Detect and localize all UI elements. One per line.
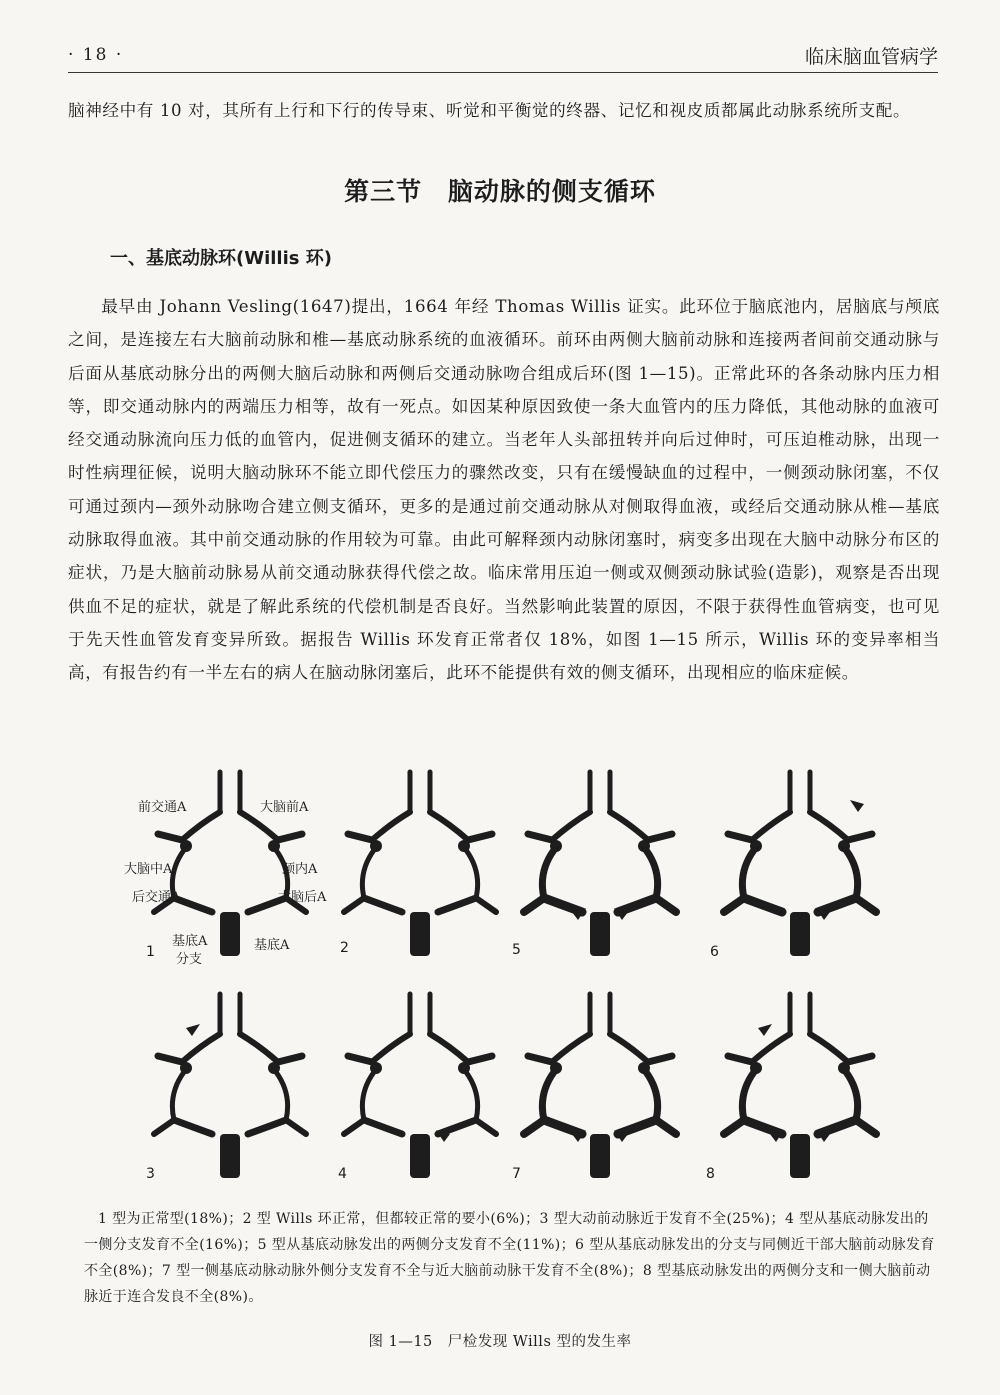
willis-variants-diagram [110, 762, 930, 1202]
pca-vessel [744, 1120, 856, 1134]
aca-vessel [410, 772, 430, 812]
label-mca: 大脑中A [124, 862, 173, 877]
mca-vessel [348, 834, 492, 840]
willis-circle-figure [110, 762, 930, 1202]
basilar-trunk [220, 912, 240, 956]
pca-lateral [724, 1120, 876, 1134]
pcom-vessel [742, 1072, 857, 1120]
basilar-trunk [790, 1134, 810, 1178]
willis-panel [724, 772, 876, 956]
anterior-arch [372, 1034, 468, 1062]
paragraph-intro: 脑神经中有 10 对，其所有上行和下行的传导束、听觉和平衡觉的终器、记忆和视皮质都属此动脉系统所支配。 [68, 101, 911, 120]
panel-number: 3 [146, 1166, 155, 1182]
panel-number: 4 [338, 1166, 347, 1182]
mca-vessel [158, 834, 302, 840]
pca-vessel [174, 898, 286, 912]
variant-arrow-icon [758, 1024, 772, 1036]
aca-vessel [220, 994, 240, 1034]
pca-vessel [544, 898, 656, 912]
label-aca: 大脑前A [260, 800, 309, 815]
anterior-arch [182, 812, 278, 840]
mca-vessel [728, 834, 872, 840]
willis-panel [524, 772, 676, 956]
mca-vessel [348, 1056, 492, 1062]
book-title: 临床脑血管病学 [804, 45, 938, 68]
basilar-trunk [410, 1134, 430, 1178]
panel-number: 6 [710, 944, 719, 960]
basilar-trunk [220, 1134, 240, 1178]
section-title: 第三节 脑动脉的侧支循环 [344, 177, 656, 206]
willis-panel [344, 772, 496, 956]
label-basilar: 基底A [254, 938, 290, 953]
pca-lateral [524, 898, 676, 912]
panel-number: 7 [512, 1166, 521, 1182]
figure-caption: 1 型为正常型(18%)；2 型 Wills 环正常，但都较正常的要小(6%)；3 型大动前动脉近于发育不全(25%)；4 型从基底动脉发出的一侧分支发育不全(16%)；5 型从基底动脉发出的两侧分支发育不全(11%)；6 型从基底动脉发出的分支与同侧近干部大脑前动脉发育不全(8%)；7 型一侧基底动脉动脉外侧分支发育不全与近大脑前动脉干发育不全(8%)；8 型基底动脉发出的两侧分支和一侧大脑前动脉近于连合发良不全(8%)。 [84, 1211, 935, 1305]
panel-number: 5 [512, 942, 521, 958]
anterior-arch [752, 812, 848, 840]
pcom-vessel [172, 850, 287, 898]
label-pca: 大脑后A [278, 890, 327, 905]
label-basilar-branch: 基底A [172, 934, 208, 949]
anterior-arch [372, 812, 468, 840]
subsection-title: 一、基底动脉环(Willis 环) [110, 248, 332, 269]
mca-vessel [158, 1056, 302, 1062]
paragraph-willis: 最早由 Johann Vesling(1647)提出，1664 年经 Thomas Willis 证实。此环位于脑底池内，居脑底与颅底之间，是连接左右大脑前动脉和椎—基底动脉系统的血液循环。前环由两侧大脑前动脉和连接两者间前交通动脉与后面从基底动脉分出的两侧大脑后动脉和两侧后交通动脉吻合组成后环(图 1—15)。正常此环的各条动脉内压力相等，即交通动脉内的两端压力相等，故有一死点。如因某种原因致使一条大血管内的压力降低，其他动脉的血液可经交通动脉流向压力低的血管内，促进侧支循环的建立。当老年人头部扭转并向后过伸时，可压迫椎动脉，出现一时性病理征候，说明大脑动脉环不能立即代偿压力的骤然改变，只有在缓慢缺血的过程中，一侧颈动脉闭塞，不仅可通过颈内—颈外动脉吻合建立侧支循环，更多的是通过前交通动脉从对侧取得血液，或经后交通动脉从椎—基底动脉取得血液。其中前交通动脉的作用较为可靠。由此可解释颈内动脉闭塞时，病变多出现在大脑中动脉分布区的症状，乃是大脑前动脉易从前交通动脉获得代偿之故。临床常用压迫一侧或双侧颈动脉试验(造影)，观察是否出现供血不足的症状，就是了解此系统的代偿机制是否良好。当然影响此装置的原因，不限于获得性血管病变，也可见于先天性血管发育变异所致。据报告 Willis 环发育正常者仅 18%，如图 1—15 所示，Willis 环的变异率相当高，有报告约有一半左右的病人在脑动脉闭塞后，此环不能提供有效的侧支循环，出现相应的临床症候。 [68, 297, 940, 683]
pca-lateral [724, 898, 876, 912]
basilar-trunk [410, 912, 430, 956]
willis-panel [154, 994, 306, 1178]
willis-panel [344, 994, 496, 1178]
mca-vessel [728, 1056, 872, 1062]
label-ica: 颈内A [282, 862, 318, 877]
variant-arrow-icon [186, 1024, 200, 1036]
pcom-vessel [362, 1072, 477, 1120]
basilar-trunk [590, 1134, 610, 1178]
page-header [68, 38, 938, 73]
basilar-trunk [590, 912, 610, 956]
pca-vessel [364, 1120, 476, 1134]
panel-number: 1 [146, 944, 155, 960]
aca-vessel [410, 994, 430, 1034]
label-pcoma: 后交通A [132, 890, 181, 905]
pca-lateral [524, 1120, 676, 1134]
aca-vessel [590, 994, 610, 1034]
pca-vessel [544, 1120, 656, 1134]
panel-number: 8 [706, 1166, 715, 1182]
pcom-vessel [172, 1072, 287, 1120]
panel-number: 2 [340, 940, 349, 956]
pcom-vessel [742, 850, 857, 898]
willis-panel [524, 994, 676, 1178]
pca-vessel [364, 898, 476, 912]
mca-vessel [528, 1056, 672, 1062]
label-acoma: 前交通A [138, 800, 187, 815]
anterior-arch [552, 812, 648, 840]
mca-vessel [528, 834, 672, 840]
figure-title: 图 1—15 尸检发现 Wills 型的发生率 [368, 1334, 632, 1350]
willis-panel [724, 994, 876, 1178]
pcom-vessel [542, 1072, 657, 1120]
anterior-arch [752, 1034, 848, 1062]
aca-vessel [790, 994, 810, 1034]
label-branch: 分支 [176, 952, 203, 967]
page-number: · 18 · [68, 45, 124, 65]
pcom-vessel [362, 850, 477, 898]
anterior-arch [182, 1034, 278, 1062]
basilar-trunk [790, 912, 810, 956]
pca-vessel [744, 898, 856, 912]
pcom-vessel [542, 850, 657, 898]
anterior-arch [552, 1034, 648, 1062]
aca-vessel [220, 772, 240, 812]
aca-vessel [790, 772, 810, 812]
pca-vessel [174, 1120, 286, 1134]
aca-vessel [590, 772, 610, 812]
variant-arrow-icon [850, 800, 864, 812]
